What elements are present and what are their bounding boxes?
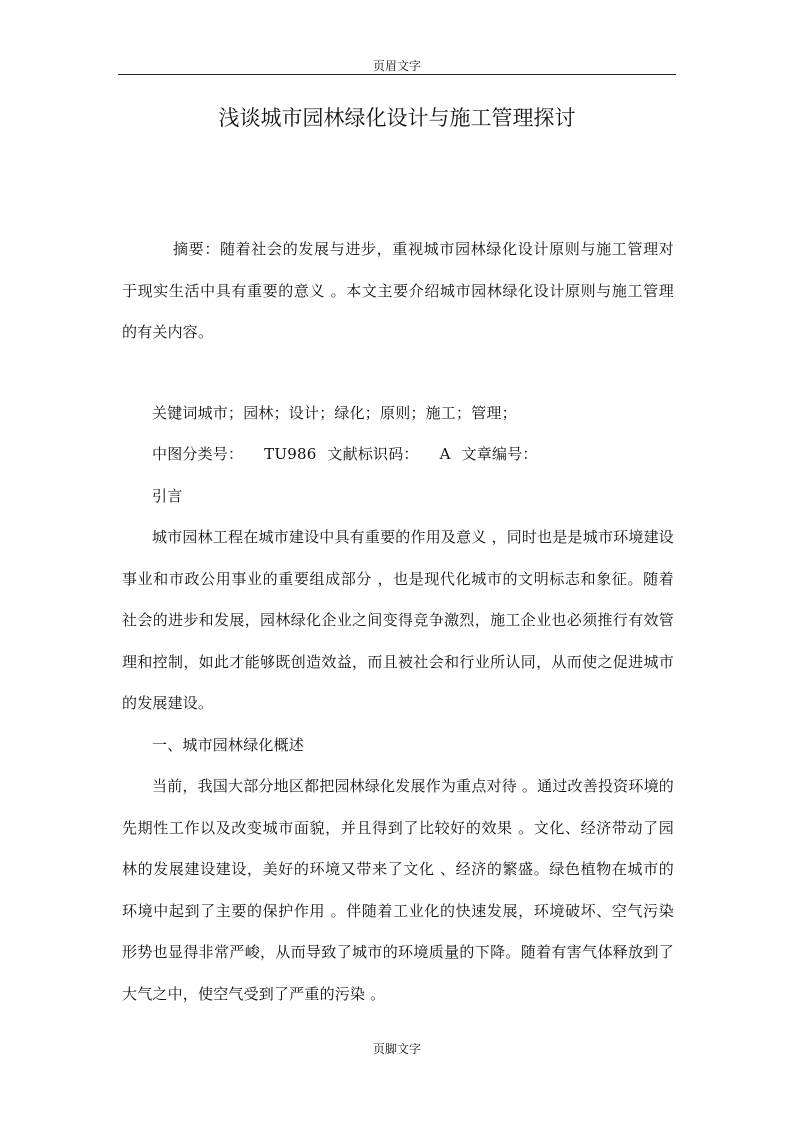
page-footer-text: 页脚文字 (372, 1042, 421, 1056)
clc-label: 中图分类号： (152, 445, 244, 463)
abstract-paragraph: 摘要：随着社会的发展与进步，重视城市园林绿化设计原则与施工管理对于现实生活中具有重要的意义 。本文主要介绍城市园林绿化设计原则与施工管理的有关内容。 (122, 240, 674, 341)
page-header-text: 页眉文字 (372, 59, 421, 73)
section-1-paragraph: 当前，我国大部分地区都把园林绿化发展作为重点对待 。通过改善投资环境的先期性工作以及改变城市面貌，并且得到了比较好的效果 。文化、经济带动了园林的发展建设建设，美好的环境又带来了文化 、经济的繁盛。绿色植物在城市的环境中起到了主要的保护作用 。伴随着工业化的快速发展，环境破坏、空气污染形势也显得非常严峻，从而导致了城市的环境质量的下降。随着有害气体释放到了大气之中，使空气受到了严重的污染 。 (122, 777, 674, 1003)
doc-code-value: A (439, 445, 451, 463)
document-title: 浅谈城市园林绿化设计与施工管理探讨 (218, 106, 576, 130)
header-rule (118, 74, 676, 75)
clc-value: TU986 (264, 445, 317, 463)
intro-heading: 引言 (152, 486, 183, 505)
section-1-heading: 一、城市园林绿化概述 (152, 735, 305, 754)
article-number-label: 文章编号： (461, 445, 538, 463)
intro-paragraph: 城市园林工程在城市建设中具有重要的作用及意义 ，同时也是是城市环境建设事业和市政公用事业的重要组成部分 ，也是现代化城市的文明标志和象征。随着社会的进步和发展，园林绿化企业之间变得竞争激烈，施工企业也必须推行有效管理和控制，如此才能够既创造效益，而且被社会和行业所认同，从而使之促进城市的发展建设。 (122, 528, 674, 712)
keywords-line: 关键词城市；园林；设计；绿化；原则；施工；管理； (152, 403, 517, 422)
doc-code-label: 文献标识码： (327, 445, 419, 463)
classification-line (122, 434, 674, 476)
document-body (122, 229, 674, 1015)
